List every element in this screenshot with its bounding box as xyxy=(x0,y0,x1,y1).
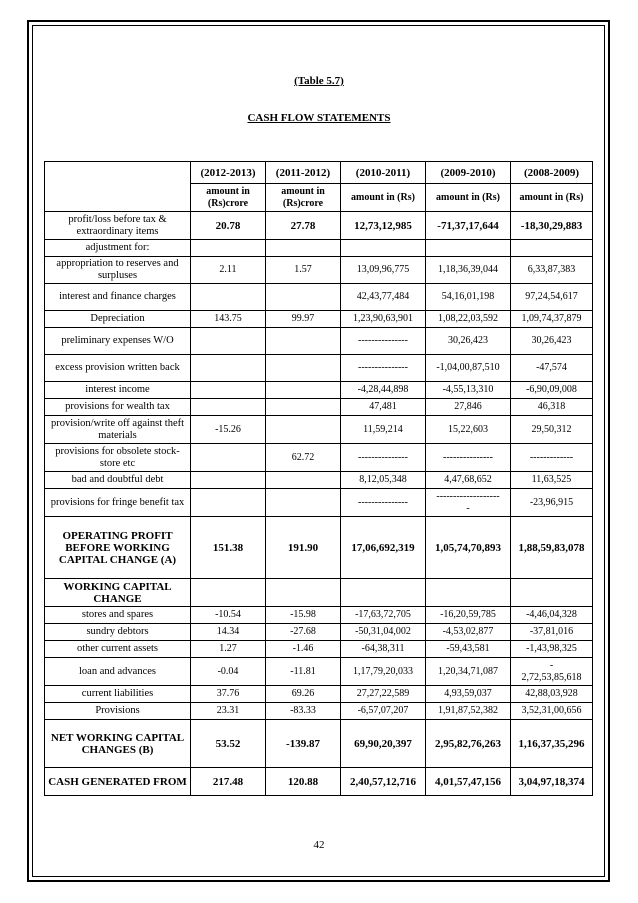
table-row xyxy=(45,212,593,240)
table-row xyxy=(45,240,593,257)
unit-header: amount in (Rs)crore xyxy=(191,184,266,212)
row-label: WORKING CAPITAL CHANGE xyxy=(45,579,191,607)
row-value xyxy=(191,328,266,355)
table-row xyxy=(45,472,593,489)
row-value: -23,96,915 xyxy=(511,489,593,517)
row-value: - 2,72,53,85,618 xyxy=(511,658,593,686)
row-label: loan and advances xyxy=(45,658,191,686)
row-value: 30,26,423 xyxy=(426,328,511,355)
row-value: -71,37,17,644 xyxy=(426,212,511,240)
year-header: (2011-2012) xyxy=(266,162,341,184)
row-value: 37.76 xyxy=(191,686,266,703)
row-value: 1,18,36,39,044 xyxy=(426,257,511,284)
row-label: provision/write off against theft materials xyxy=(45,416,191,444)
table-row xyxy=(45,641,593,658)
row-value: 2,95,82,76,263 xyxy=(426,720,511,768)
row-value: 29,50,312 xyxy=(511,416,593,444)
row-value: --------------- xyxy=(341,489,426,517)
row-value xyxy=(266,399,341,416)
row-value: -83.33 xyxy=(266,703,341,720)
row-label: other current assets xyxy=(45,641,191,658)
table-row xyxy=(45,416,593,444)
row-value xyxy=(266,579,341,607)
row-value: 54,16,01,198 xyxy=(426,284,511,311)
cash-flow-table xyxy=(44,161,593,796)
row-label: CASH GENERATED FROM xyxy=(45,768,191,796)
row-value: 1,88,59,83,078 xyxy=(511,517,593,579)
row-label: bad and doubtful debt xyxy=(45,472,191,489)
table-row xyxy=(45,517,593,579)
row-value: 11,59,214 xyxy=(341,416,426,444)
row-value xyxy=(191,355,266,382)
table-row xyxy=(45,624,593,641)
row-value: 69,90,20,397 xyxy=(341,720,426,768)
year-header-row xyxy=(45,162,593,184)
row-value xyxy=(266,328,341,355)
row-value: -47,574 xyxy=(511,355,593,382)
row-value: 1,23,90,63,901 xyxy=(341,311,426,328)
row-label: provisions for obsolete stock-store etc xyxy=(45,444,191,472)
row-value: 8,12,05,348 xyxy=(341,472,426,489)
row-value: 1,17,79,20,033 xyxy=(341,658,426,686)
year-header: (2012-2013) xyxy=(191,162,266,184)
row-value: --------------- xyxy=(341,355,426,382)
row-value xyxy=(191,489,266,517)
row-value: 151.38 xyxy=(191,517,266,579)
row-value: -0.04 xyxy=(191,658,266,686)
table-row xyxy=(45,703,593,720)
row-value xyxy=(266,489,341,517)
row-value: 27,27,22,589 xyxy=(341,686,426,703)
table-row xyxy=(45,489,593,517)
row-value: ------------- xyxy=(511,444,593,472)
row-value: 17,06,692,319 xyxy=(341,517,426,579)
table-row xyxy=(45,720,593,768)
row-value: 1,91,87,52,382 xyxy=(426,703,511,720)
row-label: OPERATING PROFIT BEFORE WORKING CAPITAL CHANGE (A) xyxy=(45,517,191,579)
row-value: 20.78 xyxy=(191,212,266,240)
table-row xyxy=(45,607,593,624)
row-value xyxy=(266,284,341,311)
row-value: 217.48 xyxy=(191,768,266,796)
row-value: 6,33,87,383 xyxy=(511,257,593,284)
header-blank xyxy=(45,162,191,212)
table-row xyxy=(45,686,593,703)
row-value: 1,16,37,35,296 xyxy=(511,720,593,768)
row-value: -10.54 xyxy=(191,607,266,624)
row-label: profit/loss before tax & extraordinary items xyxy=(45,212,191,240)
row-value: 1.57 xyxy=(266,257,341,284)
row-label: provisions for wealth tax xyxy=(45,399,191,416)
row-label: adjustment for: xyxy=(45,240,191,257)
row-value: 42,43,77,484 xyxy=(341,284,426,311)
row-value: -1.46 xyxy=(266,641,341,658)
row-label: sundry debtors xyxy=(45,624,191,641)
row-value: 2,40,57,12,716 xyxy=(341,768,426,796)
row-value: 4,01,57,47,156 xyxy=(426,768,511,796)
row-value: -50,31,04,002 xyxy=(341,624,426,641)
row-value: 120.88 xyxy=(266,768,341,796)
row-value xyxy=(191,579,266,607)
row-value: 99.97 xyxy=(266,311,341,328)
row-label: Depreciation xyxy=(45,311,191,328)
row-value: ------------------- - xyxy=(426,489,511,517)
page-number: 42 xyxy=(313,839,325,851)
row-value: 4,93,59,037 xyxy=(426,686,511,703)
row-value: 47,481 xyxy=(341,399,426,416)
table-row xyxy=(45,328,593,355)
row-label: current liabilities xyxy=(45,686,191,703)
row-value xyxy=(191,399,266,416)
row-value xyxy=(191,240,266,257)
row-value xyxy=(266,240,341,257)
row-value: 27,846 xyxy=(426,399,511,416)
row-value: 1,05,74,70,893 xyxy=(426,517,511,579)
table-row xyxy=(45,768,593,796)
table-row xyxy=(45,311,593,328)
row-value xyxy=(266,382,341,399)
table-row xyxy=(45,355,593,382)
row-value: 13,09,96,775 xyxy=(341,257,426,284)
row-value: 69.26 xyxy=(266,686,341,703)
row-value: --------------- xyxy=(341,444,426,472)
year-header: (2010-2011) xyxy=(341,162,426,184)
row-value: 143.75 xyxy=(191,311,266,328)
row-value: 2.11 xyxy=(191,257,266,284)
row-value xyxy=(426,240,511,257)
row-value: -6,57,07,207 xyxy=(341,703,426,720)
row-value: 14.34 xyxy=(191,624,266,641)
row-value: -15.98 xyxy=(266,607,341,624)
row-label: interest income xyxy=(45,382,191,399)
row-value xyxy=(511,240,593,257)
row-label: Provisions xyxy=(45,703,191,720)
row-value: 62.72 xyxy=(266,444,341,472)
row-value xyxy=(191,284,266,311)
row-value: 1.27 xyxy=(191,641,266,658)
row-value: -4,53,02,877 xyxy=(426,624,511,641)
row-value: 97,24,54,617 xyxy=(511,284,593,311)
row-value xyxy=(266,472,341,489)
row-value: -59,43,581 xyxy=(426,641,511,658)
table-row xyxy=(45,399,593,416)
row-value xyxy=(426,579,511,607)
row-value: --------------- xyxy=(426,444,511,472)
row-value: -64,38,311 xyxy=(341,641,426,658)
row-value xyxy=(341,579,426,607)
row-value xyxy=(191,444,266,472)
row-label: excess provision written back xyxy=(45,355,191,382)
row-value: 23.31 xyxy=(191,703,266,720)
row-value: -15.26 xyxy=(191,416,266,444)
table-row xyxy=(45,579,593,607)
row-value xyxy=(266,355,341,382)
row-value: -16,20,59,785 xyxy=(426,607,511,624)
year-header: (2008-2009) xyxy=(511,162,593,184)
row-value: 3,04,97,18,374 xyxy=(511,768,593,796)
row-label: NET WORKING CAPITAL CHANGES (B) xyxy=(45,720,191,768)
table-row xyxy=(45,257,593,284)
row-value: -4,46,04,328 xyxy=(511,607,593,624)
row-value: -18,30,29,883 xyxy=(511,212,593,240)
unit-header: amount in (Rs) xyxy=(426,184,511,212)
row-label: preliminary expenses W/O xyxy=(45,328,191,355)
row-value: -6,90,09,008 xyxy=(511,382,593,399)
row-value xyxy=(341,240,426,257)
row-value: 3,52,31,00,656 xyxy=(511,703,593,720)
row-value: 12,73,12,985 xyxy=(341,212,426,240)
page-title: CASH FLOW STATEMENTS xyxy=(247,112,391,124)
row-value: -17,63,72,705 xyxy=(341,607,426,624)
table-row xyxy=(45,444,593,472)
row-value: 27.78 xyxy=(266,212,341,240)
row-label: provisions for fringe benefit tax xyxy=(45,489,191,517)
row-value: 4,47,68,652 xyxy=(426,472,511,489)
table-row xyxy=(45,284,593,311)
year-header: (2009-2010) xyxy=(426,162,511,184)
row-value: 11,63,525 xyxy=(511,472,593,489)
table-row xyxy=(45,658,593,686)
row-label: stores and spares xyxy=(45,607,191,624)
unit-header: amount in (Rs) xyxy=(511,184,593,212)
row-value: -4,28,44,898 xyxy=(341,382,426,399)
row-value: 1,09,74,37,879 xyxy=(511,311,593,328)
row-value: 1,08,22,03,592 xyxy=(426,311,511,328)
unit-header: amount in (Rs)crore xyxy=(266,184,341,212)
table-row xyxy=(45,382,593,399)
row-value: -4,55,13,310 xyxy=(426,382,511,399)
row-value xyxy=(511,579,593,607)
row-label: appropriation to reserves and surpluses xyxy=(45,257,191,284)
row-value: -11.81 xyxy=(266,658,341,686)
table-label: (Table 5.7) xyxy=(294,75,344,87)
row-value: 42,88,03,928 xyxy=(511,686,593,703)
row-value: 191.90 xyxy=(266,517,341,579)
row-value: 15,22,603 xyxy=(426,416,511,444)
row-value: -1,43,98,325 xyxy=(511,641,593,658)
row-value: -139.87 xyxy=(266,720,341,768)
row-label: interest and finance charges xyxy=(45,284,191,311)
row-value: -37,81,016 xyxy=(511,624,593,641)
row-value: --------------- xyxy=(341,328,426,355)
row-value: 53.52 xyxy=(191,720,266,768)
row-value: 30,26,423 xyxy=(511,328,593,355)
row-value xyxy=(191,382,266,399)
row-value: 1,20,34,71,087 xyxy=(426,658,511,686)
unit-header: amount in (Rs) xyxy=(341,184,426,212)
row-value xyxy=(266,416,341,444)
row-value: -1,04,00,87,510 xyxy=(426,355,511,382)
row-value: -27.68 xyxy=(266,624,341,641)
row-value: 46,318 xyxy=(511,399,593,416)
row-value xyxy=(191,472,266,489)
